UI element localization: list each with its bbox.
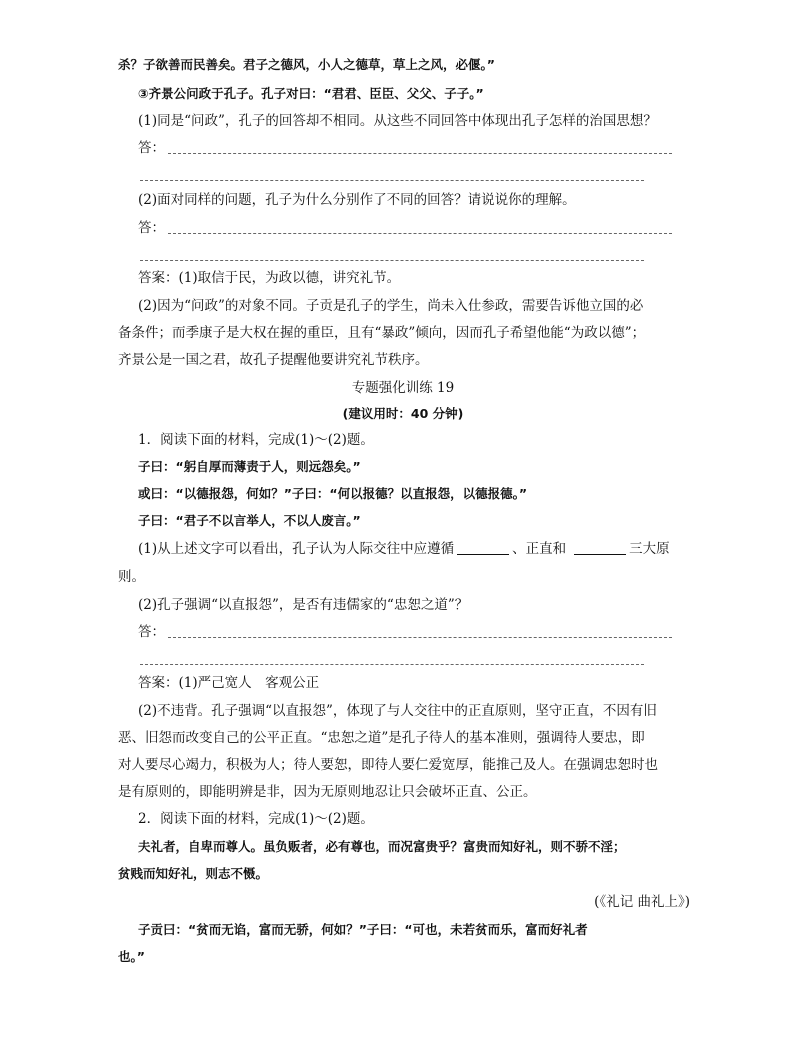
- answer-line[interactable]: [140, 664, 644, 665]
- question-text: [138, 539, 688, 559]
- material-text: 子曰：“君子不以言举人，不以人废言。”: [138, 513, 361, 528]
- question-text-part: 、正直和: [512, 541, 567, 557]
- fill-blank[interactable]: [574, 540, 626, 555]
- material-text: 子贡曰：“贫而无谄，富而无骄，何如？”子曰：“可也，未若贫而乐，富而好礼者: [138, 922, 588, 937]
- answer-line[interactable]: [168, 153, 672, 154]
- answer-text: 齐景公是一国之君，故孔子提醒他要讲究礼节秩序。: [118, 352, 429, 368]
- text-line: ③齐景公问政于孔子。孔子对曰：“君君、臣臣、父父、子子。”: [138, 86, 484, 101]
- answer-line[interactable]: [140, 260, 644, 261]
- answer-text: 对人要尽心竭力，积极为人；待人要恕，即待人要仁爱宽厚，能推己及人。在强调忠恕时也: [118, 757, 658, 773]
- question-text: (2)面对同样的问题，孔子为什么分别作了不同的回答？请说说你的理解。: [138, 192, 576, 208]
- source-citation: (《礼记 曲礼上》): [594, 894, 690, 910]
- answer-text: 答案：(1)严己宽人 客观公正: [138, 675, 320, 691]
- answer-text: 备条件；而季康子是大权在握的重臣，且有“暴政”倾向，因而孔子希望他能“为政以德”；: [118, 325, 646, 341]
- answer-label: 答：: [138, 624, 165, 640]
- section-time: (建议用时：40 分钟): [342, 406, 464, 421]
- answer-line[interactable]: [140, 180, 644, 181]
- question-text: (2)孔子强调“以直报怨”，是否有违儒家的“忠恕之道”？: [138, 597, 469, 613]
- material-text: 或曰：“以德报怨，何如？”子曰：“何以报德？以直报怨，以德报德。”: [138, 486, 528, 501]
- question-text: (1)同是“问政”，孔子的回答却不相同。从这些不同回答中体现出孔子怎样的治国思想？: [138, 113, 657, 129]
- answer-text: 恶、旧怨而改变自己的公平正直。“忠恕之道”是孔子待人的基本准则，强调待人要忠，即: [118, 730, 645, 746]
- material-text: 子曰：“躬自厚而薄责于人，则远怨矣。”: [138, 459, 361, 474]
- material-text: 夫礼者，自卑而尊人。虽负贩者，必有尊也，而况富贵乎？富贵而知好礼，则不骄不淫；: [138, 839, 626, 854]
- answer-label: 答：: [138, 220, 165, 236]
- text-line: 杀？子欲善而民善矣。君子之德风，小人之德草，草上之风，必偃。”: [118, 57, 495, 72]
- question-text: 则。: [118, 569, 145, 585]
- question-text: 1．阅读下面的材料，完成(1)～(2)题。: [138, 432, 374, 448]
- section-title: 专题强化训练 19: [351, 380, 455, 396]
- answer-line[interactable]: [168, 637, 672, 638]
- answer-text: (2)因为“问政”的对象不同。子贡是孔子的学生，尚未入仕参政，需要告诉他立国的必: [138, 298, 644, 314]
- question-text: 2．阅读下面的材料，完成(1)～(2)题。: [138, 811, 374, 827]
- answer-line[interactable]: [168, 233, 672, 234]
- answer-text: 是有原则的，即能明辨是非，因为无原则地忍让只会破坏正直、公正。: [118, 784, 537, 800]
- answer-text: (2)不违背。孔子强调“以直报怨”，体现了与人交往中的正直原则，坚守正直，不因有旧: [138, 703, 657, 719]
- question-text-part: 三大原: [629, 541, 670, 557]
- answer-label: 答：: [138, 140, 165, 156]
- answer-text: 答案：(1)取信于民，为政以德，讲究礼节。: [138, 270, 401, 286]
- material-text: 贫贱而知好礼，则志不慑。: [118, 866, 269, 881]
- material-text: 也。”: [118, 949, 145, 964]
- fill-blank[interactable]: [457, 540, 509, 555]
- question-text-part: (1)从上述文字可以看出，孔子认为人际交往中应遵循: [138, 541, 455, 557]
